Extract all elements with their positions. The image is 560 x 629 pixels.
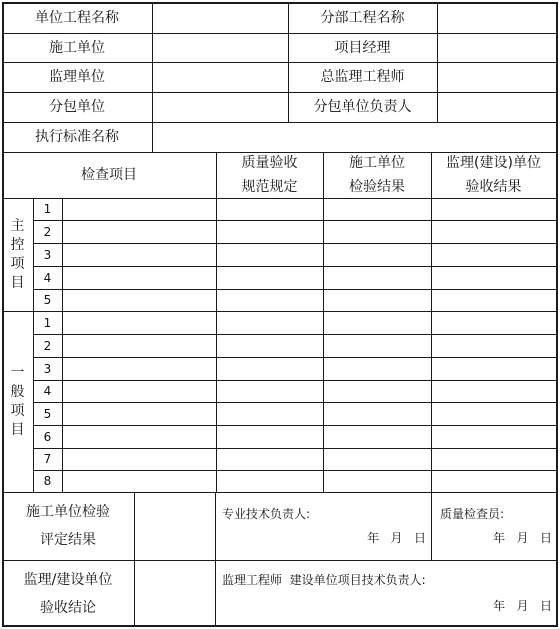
- col-line: [431, 492, 432, 560]
- sub-project-name-label: 分部工程名称: [320, 9, 405, 26]
- standard-name-label: 执行标准名称: [35, 129, 119, 145]
- general-item-number: 1: [43, 315, 52, 330]
- row-line: [33, 425, 558, 426]
- general-items-label: [2, 311, 33, 492]
- row-line: [33, 289, 558, 290]
- col-line: [437, 2, 438, 122]
- date-bottom: 年 月 日: [493, 599, 552, 613]
- supervision-conclusion-line1: 监理/建设单位: [23, 571, 113, 588]
- general-item-number: 6: [43, 429, 52, 444]
- chief-supervising-engineer-label: 总监理工程师: [320, 69, 405, 85]
- main-items-char: 控: [10, 236, 25, 253]
- row-line: [33, 380, 558, 381]
- general-item-number: 2: [43, 338, 52, 353]
- unit-project-name-label: 单位工程名称: [35, 9, 119, 26]
- check-items-header: 检查项目: [81, 167, 137, 183]
- main-item-number: 1: [43, 202, 52, 216]
- main-item-number: 3: [43, 247, 52, 262]
- general-item-number: 4: [43, 384, 52, 398]
- col-line: [431, 152, 432, 492]
- supervision-unit-label: 监理单位: [49, 69, 105, 85]
- supervision-conclusion-line2: 验收结论: [40, 599, 96, 616]
- supervision-conclusion-label: [2, 560, 134, 627]
- date-right: 年 月 日: [493, 531, 552, 545]
- construction-result-header: [323, 152, 431, 198]
- project-manager-label: 项目经理: [334, 39, 391, 56]
- main-item-number: 5: [43, 293, 52, 307]
- row-line: [33, 402, 558, 403]
- general-item-number: 3: [43, 361, 52, 376]
- quality-spec-header: [216, 152, 323, 198]
- supervision-signers-label: 监理工程师 建设单位项目技术负责人:: [222, 573, 426, 587]
- general-items-char: 项: [10, 402, 25, 419]
- general-items-char: 般: [10, 383, 25, 400]
- row-line: [33, 243, 558, 244]
- col-line: [216, 152, 217, 492]
- col-line: [152, 2, 153, 152]
- supervision-result-line1: 监理(建设)单位: [446, 155, 541, 171]
- supervision-result-header: [431, 152, 556, 198]
- construction-eval-line1: 施工单位检验: [26, 504, 110, 520]
- supervision-result-line2: 验收结果: [465, 179, 522, 195]
- technical-leader-label: 专业技术负责人:: [222, 507, 311, 521]
- subcontract-unit-label: 分包单位: [49, 99, 105, 115]
- row-line: [33, 334, 558, 335]
- general-item-number: 5: [43, 406, 52, 421]
- general-items-char: 一: [10, 364, 25, 381]
- row-line: [33, 470, 558, 471]
- border-right: [556, 2, 558, 627]
- row-line: [33, 220, 558, 221]
- col-line: [215, 492, 216, 627]
- main-items-char: 项: [10, 255, 25, 272]
- construction-result-line1: 施工单位: [349, 155, 405, 171]
- quality-spec-line1: 质量验收: [241, 155, 298, 171]
- main-items-char: 主: [10, 217, 25, 234]
- construction-eval-line2: 评定结果: [40, 532, 96, 548]
- construction-unit-label: 施工单位: [49, 39, 105, 56]
- row-line: [33, 448, 558, 449]
- general-item-number: 8: [43, 474, 52, 488]
- col-line: [323, 152, 324, 492]
- row-line: [2, 311, 558, 312]
- main-items-label: [2, 198, 33, 311]
- date-left: 年 月 日: [367, 531, 426, 545]
- general-items-char: 目: [10, 421, 25, 438]
- main-items-char: 目: [10, 274, 25, 291]
- construction-eval-label: [2, 492, 134, 560]
- subcontract-unit-leader-label: 分包单位负责人: [313, 99, 412, 115]
- row-line: [33, 266, 558, 267]
- main-item-number: 4: [43, 270, 52, 285]
- row-line: [33, 357, 558, 358]
- main-item-number: 2: [43, 224, 52, 239]
- quality-spec-line2: 规范规定: [241, 179, 298, 195]
- col-line: [134, 492, 135, 627]
- general-item-number: 7: [43, 452, 52, 466]
- construction-result-line2: 检验结果: [349, 179, 405, 195]
- quality-inspector-label: 质量检查员:: [440, 507, 505, 521]
